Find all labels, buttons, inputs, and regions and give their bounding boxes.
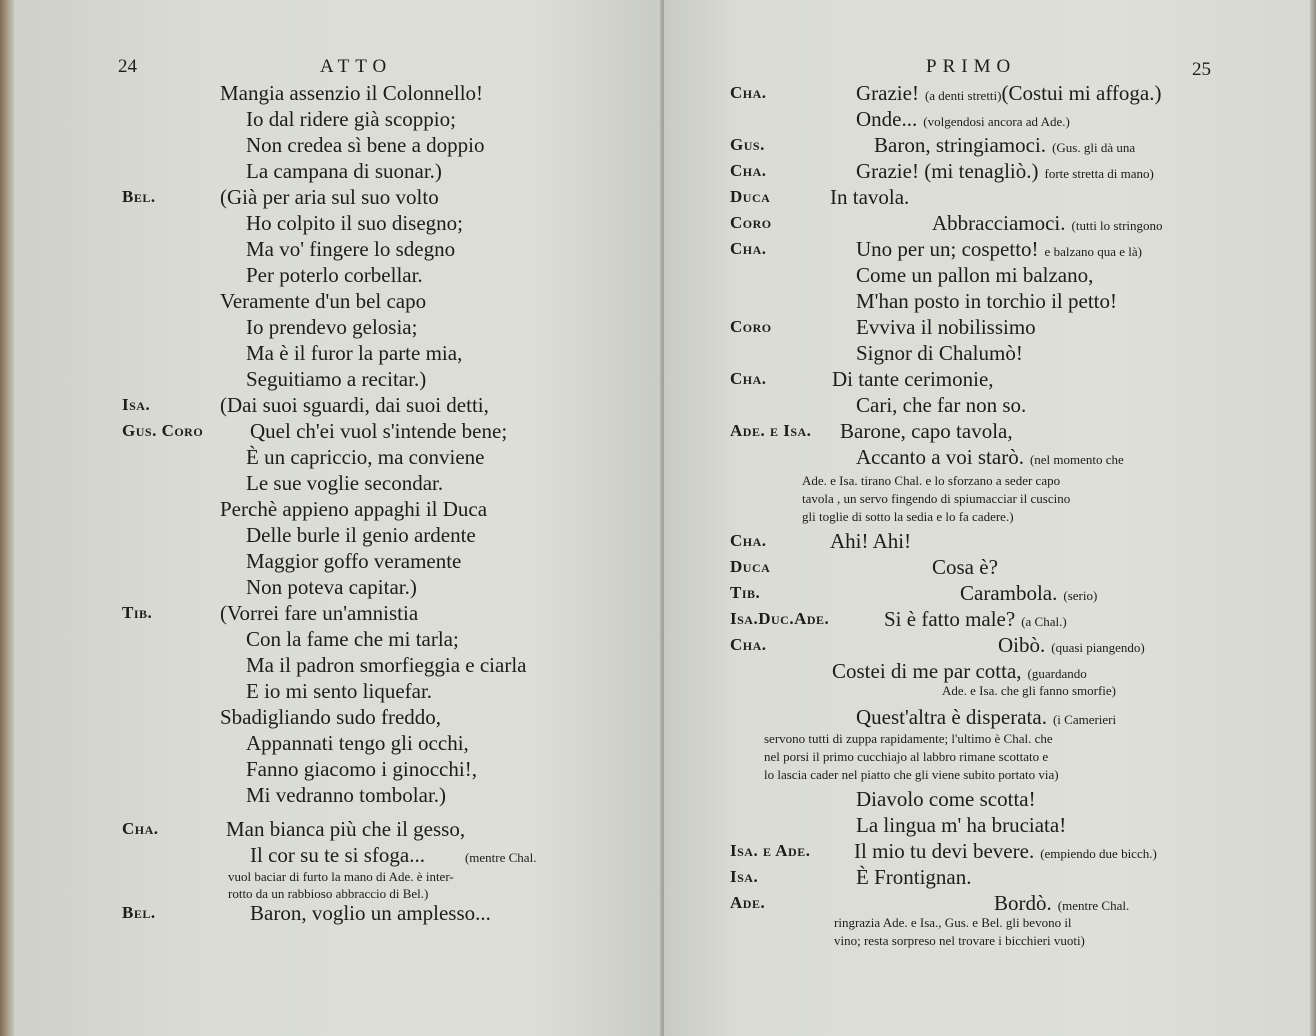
running-head-left: ATTO: [320, 56, 393, 77]
verse-text: Ma vo' fingere lo sdegno: [246, 237, 456, 261]
stage-direction-line: vino; resta sorpreso nel trovare i bicchieri vuoti): [834, 933, 1085, 948]
verse-line: [840, 418, 1013, 444]
verse-line: [246, 522, 476, 548]
verse-text: Onde...: [856, 107, 918, 131]
verse-line: [856, 106, 1070, 135]
verse-text: Ho colpito il suo disegno;: [246, 211, 463, 235]
verse-line: [246, 262, 423, 288]
verse-line: [856, 80, 1162, 109]
speaker-label: Coro: [730, 213, 772, 232]
stage-direction-inline: (Gus. gli dà una: [1052, 140, 1136, 155]
stage-direction-inline: (tutti lo stringono: [1071, 218, 1163, 233]
verse-line: [246, 782, 446, 808]
verse-text: (Costui mi affoga.): [1001, 81, 1162, 105]
verse-text: Barone, capo tavola,: [840, 419, 1013, 443]
speaker-label: Gus. Coro: [122, 421, 204, 440]
verse-text: Si è fatto male?: [884, 607, 1016, 631]
verse-line: [856, 444, 1124, 473]
verse-line: [856, 262, 1093, 288]
verse-line: [246, 678, 432, 704]
page-number-right: 25: [1192, 59, 1211, 80]
verse-text: M'han posto in torchio il petto!: [856, 289, 1118, 313]
verse-text: Delle burle il genio ardente: [246, 523, 476, 547]
verse-line: [246, 574, 417, 600]
verse-line: [856, 236, 1142, 265]
stage-direction-inline: (nel momento che: [1029, 452, 1124, 467]
stage-direction-inline: (mentre Chal.: [1057, 898, 1130, 913]
verse-line: [220, 288, 426, 314]
verse-line: [932, 554, 998, 580]
verse-text: Maggior goffo veramente: [246, 549, 462, 573]
verse-text: Costei di me par cotta,: [832, 659, 1022, 683]
stage-direction-line: rotto da un rabbioso abbraccio di Bel.): [228, 886, 429, 901]
verse-text: Grazie!: [856, 81, 919, 105]
verse-text: Seguitiamo a recitar.): [246, 367, 427, 391]
page-number-left: 24: [118, 56, 137, 77]
verse-line: [246, 756, 477, 782]
verse-line: [854, 838, 1157, 867]
verse-text: Oibò.: [998, 633, 1046, 657]
verse-text: Il cor su te si sfoga...: [250, 843, 425, 867]
stage-direction-inline: (i Camerieri: [1052, 712, 1117, 727]
verse-text: Per poterlo corbellar.: [246, 263, 423, 287]
speaker-label: Isa.: [122, 395, 151, 414]
speaker-label: Tib.: [730, 583, 761, 602]
verse-line: [832, 366, 994, 392]
verse-text: La lingua m' ha bruciata!: [856, 813, 1067, 837]
verse-line: [856, 704, 1116, 733]
stage-direction-inline: (guardando: [1027, 666, 1087, 681]
verse-text: Abbracciamoci.: [932, 211, 1066, 235]
verse-line: [246, 444, 484, 470]
verse-line: [874, 132, 1135, 161]
speaker-label: Cha.: [730, 239, 767, 258]
stage-direction-inline: (mentre Chal.: [464, 850, 537, 865]
verse-line: [246, 366, 426, 392]
verse-text: Io dal ridere già scoppio;: [246, 107, 456, 131]
verse-line: [246, 470, 443, 496]
stage-direction-line: servono tutti di zuppa rapidamente; l'ultimo è Chal. che: [764, 731, 1053, 746]
verse-line: [246, 132, 485, 158]
verse-text: Non poteva capitar.): [246, 575, 417, 599]
verse-text: (Vorrei fare un'amnistia: [220, 601, 419, 625]
speaker-label: Cha.: [730, 161, 767, 180]
speaker-label: Gus.: [730, 135, 765, 154]
book-edge-left: [0, 0, 14, 1036]
verse-line: [932, 210, 1163, 239]
verse-text: Cosa è?: [932, 555, 998, 579]
verse-line: [960, 580, 1097, 609]
verse-text: Non credea sì bene a doppio: [246, 133, 485, 157]
verse-line: [220, 704, 441, 730]
stage-direction-inline: (a denti stretti): [924, 88, 1002, 103]
speaker-label: Duca: [730, 557, 771, 576]
verse-text: È Frontignan.: [856, 865, 972, 889]
verse-text: Cari, che far non so.: [856, 393, 1027, 417]
verse-text: Accanto a voi starò.: [856, 445, 1024, 469]
speaker-label: Tib.: [122, 603, 153, 622]
speaker-label: Cha.: [730, 83, 767, 102]
verse-line: [250, 418, 507, 444]
verse-line: [220, 80, 483, 106]
speaker-label: Ade. e Isa.: [730, 421, 812, 440]
stage-direction-line: lo lascia cader nel piatto che gli viene subito portato via): [764, 767, 1059, 782]
verse-line: [856, 158, 1154, 187]
speaker-label: Isa. e Ade.: [730, 841, 811, 860]
stage-direction-line: Ade. e Isa. tirano Chal. e lo sforzano a seder capo: [802, 473, 1061, 488]
book-edge-right: [1310, 0, 1316, 1036]
verse-text: Io prendevo gelosia;: [246, 315, 418, 339]
stage-direction-inline: (quasi piangendo): [1051, 640, 1145, 655]
stage-direction-inline: (a Chal.): [1021, 614, 1067, 629]
stage-direction-line: ringrazia Ade. e Isa., Gus. e Bel. gli bevono il: [834, 915, 1072, 930]
verse-line: [246, 210, 463, 236]
speaker-label: Cha.: [730, 635, 767, 654]
verse-text: Fanno giacomo i ginocchi!,: [246, 757, 477, 781]
verse-line: [246, 314, 417, 340]
verse-text: Con la fame che mi tarla;: [246, 627, 459, 651]
speaker-label: Duca: [730, 187, 771, 206]
verse-text: Bordò.: [994, 891, 1052, 915]
stage-direction-line: Ade. e Isa. che gli fanno smorfie): [942, 683, 1116, 698]
stage-direction-line: gli toglie di sotto la sedia e lo fa cadere.): [802, 509, 1014, 524]
verse-line: [220, 600, 418, 626]
verse-text: Ahi! Ahi!: [830, 529, 912, 553]
verse-line: [220, 184, 439, 210]
left-page: [14, 0, 662, 1036]
stage-direction-line: vuol baciar di furto la mano di Ade. è inter-: [228, 869, 454, 884]
stage-direction-line: tavola , un servo fingendo di spiumacciar il cuscino: [802, 491, 1071, 506]
verse-text: La campana di suonar.): [246, 159, 442, 183]
verse-text: Evviva il nobilissimo: [856, 315, 1036, 339]
verse-text: Di tante cerimonie,: [832, 367, 994, 391]
verse-line: [220, 392, 489, 418]
speaker-label: Isa.Duc.Ade.: [730, 609, 830, 628]
verse-line: [246, 236, 455, 262]
verse-line: [246, 548, 461, 574]
verse-text: Quel ch'ei vuol s'intende bene;: [250, 419, 508, 443]
verse-line: [856, 864, 972, 890]
verse-line: [246, 340, 462, 366]
stage-direction-inline: (empiendo due bicch.): [1040, 846, 1157, 861]
verse-text: Veramente d'un bel capo: [220, 289, 427, 313]
stage-direction-inline: forte stretta di mano): [1044, 166, 1154, 181]
verse-text: Carambola.: [960, 581, 1058, 605]
verse-text: E io mi sento liquefar.: [246, 679, 433, 703]
verse-line: [856, 392, 1026, 418]
verse-line: [830, 184, 909, 210]
verse-line: [856, 340, 1023, 366]
verse-line: [856, 786, 1036, 812]
verse-line: [856, 288, 1117, 314]
speaker-label: Cha.: [122, 819, 159, 838]
verse-text: In tavola.: [830, 185, 910, 209]
verse-line: [998, 632, 1145, 661]
stage-direction-inline: e balzano qua e là): [1044, 244, 1142, 259]
verse-text: Mi vedranno tombolar.): [246, 783, 447, 807]
speaker-label: Cha.: [730, 531, 767, 550]
verse-text: Man bianca più che il gesso,: [226, 817, 466, 841]
verse-text: Quest'altra è disperata.: [856, 705, 1047, 729]
verse-line: [246, 730, 469, 756]
stage-direction-inline: (volgendosi ancora ad Ade.): [923, 114, 1070, 129]
verse-text: Come un pallon mi balzano,: [856, 263, 1094, 287]
speaker-label: Bel.: [122, 187, 156, 206]
verse-line: [220, 496, 487, 522]
speaker-label: Ade.: [730, 893, 766, 912]
verse-text: Ma è il furor la parte mia,: [246, 341, 463, 365]
verse-line: [246, 652, 526, 678]
verse-text: Signor di Chalumò!: [856, 341, 1023, 365]
verse-line: [226, 816, 465, 842]
verse-text: Perchè appieno appaghi il Duca: [220, 497, 488, 521]
verse-line: [884, 606, 1067, 635]
verse-line: [246, 158, 442, 184]
verse-text: Sbadigliando sudo freddo,: [220, 705, 442, 729]
verse-line: [856, 812, 1066, 838]
verse-text: Diavolo come scotta!: [856, 787, 1036, 811]
verse-text: Mangia assenzio il Colonnello!: [220, 81, 484, 105]
right-page: [664, 0, 1310, 1036]
speaker-label: Bel.: [122, 903, 156, 922]
verse-text: Baron, stringiamoci.: [874, 133, 1047, 157]
speaker-label: Isa.: [730, 867, 759, 886]
verse-text: Uno per un; cospetto!: [856, 237, 1039, 261]
stage-direction-line: nel porsi il primo cucchiajo al labbro rimane scottato e: [764, 749, 1049, 764]
verse-text: Il mio tu devi bevere.: [854, 839, 1035, 863]
verse-text: Le sue voglie secondar.: [246, 471, 444, 495]
running-head-right: PRIMO: [926, 56, 1017, 77]
verse-line: [856, 314, 1036, 340]
verse-line: [830, 528, 911, 554]
verse-text: (Già per aria sul suo volto: [220, 185, 439, 209]
verse-text: Grazie! (mi tenagliò.): [856, 159, 1039, 183]
verse-text: (Dai suoi sguardi, dai suoi detti,: [220, 393, 489, 417]
verse-text: Appannati tengo gli occhi,: [246, 731, 469, 755]
verse-line: [250, 842, 536, 871]
verse-line: Baron, voglio un amplesso...: [250, 901, 491, 925]
verse-line: [246, 626, 459, 652]
verse-line: [246, 106, 456, 132]
verse-text: È un capriccio, ma conviene: [246, 445, 485, 469]
verse-text: Ma il padron smorfieggia e ciarla: [246, 653, 527, 677]
speaker-label: Cha.: [730, 369, 767, 388]
speaker-label: Coro: [730, 317, 772, 336]
stage-direction-inline: (serio): [1063, 588, 1098, 603]
